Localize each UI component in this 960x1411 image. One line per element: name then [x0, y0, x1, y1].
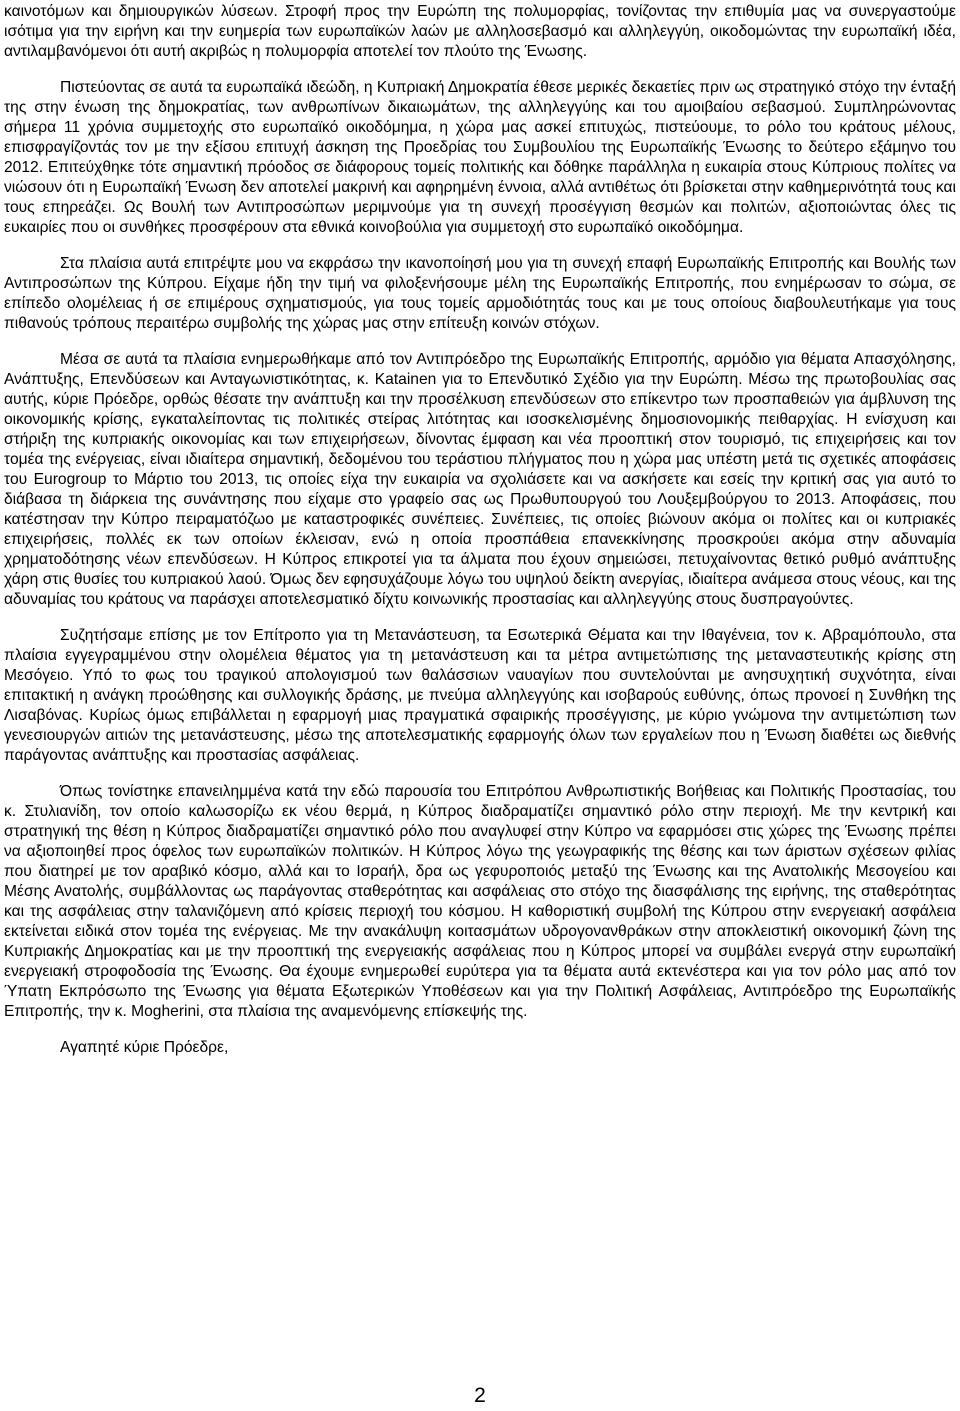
paragraph-intro: καινοτόμων και δημιουργικών λύσεων. Στροφή προς την Ευρώπη της πολυμορφίας, τονίζοντας την επιθυμία μας να συνεργαστούμε ισότιμα για την ειρήνη και την ευημερία των ευρωπαϊκών λαών με αλληλοσεβασμό και αλληλεγγύη, οικοδομώντας την ευρωπαϊκή ιδέα, αντιλαμβανόμενοι ότι αυτή ακριβώς η πολυμορφία αποτελεί τον πλούτο της Ένωσης.	[4, 3, 956, 60]
page-number: 2	[474, 1384, 486, 1407]
paragraph-humanitarian-energy: Όπως τονίστηκε επανειλημμένα κατά την εδώ παρουσία του Επιτρόπου Ανθρωπιστικής Βοήθειας και Πολιτικής Προστασίας, του κ. Στυλιανίδη, τον οποίο καλωσορίζω εκ νέου θερμά, η Κύπρος διαδραματίζει σημαντικό ρόλο στην περιοχή. Με την κεντρική και στρατηγική της θέση η Κύπρος διαδραματίζει σημαντικό ρόλο που αναγλυφεί στην Κύπρο να εφαρμόσει στις χώρες της Ένωσης πρέπει να αξιοποιηθεί προς όφελος των ευρωπαϊκών πολιτικών. Η Κύπρος λόγω της γεωγραφικής της θέσης και των άριστων σχέσεων φιλίας που διατηρεί με τον αραβικό κόσμο, αλλά και το Ισραήλ, δρα ως γεφυροποιός μεταξύ της Ένωσης και της Ανατολικής Μεσογείου και Μέσης Ανατολής, συμβάλλοντας ως παράγοντας σταθερότητας και ασφάλειας στο στόχο της διασφάλισης της ειρήνης, της σταθερότητας και της ασφάλειας στην ταλανιζόμενη από κρίσεις περιοχή του κόσμου. Η καθοριστική συμβολή της Κύπρου στην ενεργειακή ασφάλεια εκτείνεται ειδικά στον τομέα της ενέργειας. Με την ανακάλυψη κοιτασμάτων υδρογονανθράκων στην αποκλειστική οικονομική ζώνη της Κυπριακής Δημοκρατίας και με την προοπτική της ενεργειακής ασφάλειας που η Κύπρος μπορεί να συμβάλει ενεργά στην ευρωπαϊκή ενεργειακή στροφοδοσία της Ένωσης. Θα έχουμε ενημερωθεί ευρύτερα για τα θέματα αυτά εκτενέστερα και για τον ρόλο μας από τον Ύπατη Εκπρόσωπο της Ένωσης για θέματα Εξωτερικών Υποθέσεων και για την Πολιτική Ασφάλειας, Αντιπρόεδρο της Ευρωπαϊκής Επιτροπής, την κ. Mogherini, στα πλαίσια της αναμενόμενης επίσκεψής της.	[4, 783, 956, 1020]
salutation: Αγαπητέ κύριε Πρόεδρε,	[60, 1039, 229, 1056]
paragraph-european-ideals: Πιστεύοντας σε αυτά τα ευρωπαϊκά ιδεώδη, η Κυπριακή Δημοκρατία έθεσε μερικές δεκαετίες πριν ως στρατηγικό στόχο την ένταξή της στην ένωση της δημοκρατίας, των ανθρωπίνων δικαιωμάτων, της αλληλεγγύης και του αμοιβαίου σεβασμού. Συμπληρώνοντας σήμερα 11 χρόνια συμμετοχής στο ευρωπαϊκό οικοδόμημα, η χώρα μας ασκεί επιτυχώς, πιστεύουμε, το ρόλο του κράτους μέλους, επισφραγίζοντάς τον με την εξίσου επιτυχή άσκηση της Προεδρίας του Συμβουλίου της Ευρωπαϊκής Ένωσης το δεύτερο εξάμηνο του 2012. Επιτεύχθηκε τότε σημαντική πρόοδος σε διάφορους τομείς πολιτικής και δόθηκε παράλληλα η ευκαιρία στους Κύπριους πολίτες να νιώσουν ότι η Ευρωπαϊκή Ένωση δεν αποτελεί μακρινή και αφηρημένη έννοια, αλλά αντιθέτως ότι βρίσκεται στην καθημερινότητά τους και τους επηρεάζει. Ως Βουλή των Αντιπροσώπων μεριμνούμε για τη συνεχή προσέγγιση θεσμών και πολιτών, αξιοποιώντας όλες τις ευκαιρίες που οι συνθήκες προσφέρουν στα εθνικά κοινοβούλια για συμμετοχή στο ευρωπαϊκό οικοδόμημα.	[4, 79, 956, 236]
paragraph-commission-contact: Στα πλαίσια αυτά επιτρέψτε μου να εκφράσω την ικανοποίησή μου για τη συνεχή επαφή Ευρωπαϊκής Επιτροπής και Βουλής των Αντιπροσώπων της Κύπρου. Είχαμε ήδη την τιμή να φιλοξενήσουμε μέλη της Ευρωπαϊκής Επιτροπής, που ενημέρωσαν το σώμα, σε επίπεδο ολομέλειας ή σε επιμέρους σχηματισμούς, για τους τομείς αρμοδιότητάς τους και με τους οποίους διαβουλευτήκαμε για τους πιθανούς τρόπους περαιτέρω συμβολής της χώρας μας στην επίτευξη κοινών στόχων.	[4, 255, 956, 332]
paragraph-migration: Συζητήσαμε επίσης με τον Επίτροπο για τη Μετανάστευση, τα Εσωτερικά Θέματα και την Ιθαγένεια, τον κ. Αβραμόπουλο, στα πλαίσια εγγεγραμμένου στην ολομέλεια θέματος για τη μετανάστευση και τα μέτρα αντιμετώπισης της μεταναστευτικής κρίσης στη Μεσόγειο. Υπό το φως του τραγικού απολογισμού των θαλάσσιων ναυαγίων που συντελούνται με ανησυχητική συχνότητα, είναι επιτακτική η ανάγκη προώθησης και συλλογικής δράσης, με πνεύμα αλληλεγγύης και ισοβαρούς ευθύνης, όπως προνοεί η Συνθήκη της Λισαβόνας. Κυρίως όμως επιβάλλεται η εφαρμογή μιας πραγματικά σφαιρικής προσέγγισης, με κύριο γνώμονα την αντιμετώπιση των γενεσιουργών αιτιών της μετανάστευσης, μέσω της αποτελεσματικής εφαρμογής όλων των εργαλείων που η Ένωση διαθέτει ως διεθνής παράγοντας ανάπτυξης και προστασίας ασφάλειας.	[4, 627, 956, 764]
document-page	[4, 2, 956, 1074]
paragraph-investment-plan: Μέσα σε αυτά τα πλαίσια ενημερωθήκαμε από τον Αντιπρόεδρο της Ευρωπαϊκής Επιτροπής, αρμόδιο για θέματα Απασχόλησης, Ανάπτυξης, Επενδύσεων και Ανταγωνιστικότητας, κ. Katainen για το Επενδυτικό Σχέδιο για την Ευρώπη. Μέσω της πρωτοβουλίας σας αυτής, κύριε Πρόεδρε, ορθώς θέσατε την ανάπτυξη και την προσέλκυση επενδύσεων στο επίκεντρο των προσπαθειών για άμβλυνση της οικονομικής κρίσης, εγκαταλείποντας τις πολιτικές στείρας λιτότητας και ισοσκελισμένης δημοσιονομικής πειθαρχίας. Η ενίσχυση και στήριξη της κυπριακής οικονομίας και των επιχειρήσεων, δίνοντας έμφαση και νέα προοπτική στον τουρισμό, τις επιχειρήσεις και τον τομέα της ενέργειας, είναι ιδιαίτερα σημαντική, δεδομένου του τεράστιου πλήγματος που η χώρα μας υπέστη μετά τις σχετικές αποφάσεις του Eurogroup το Μάρτιο του 2013, τις οποίες είχα την ευκαιρία να σχολιάσετε και να ασκήσετε και εσείς την κριτική σας για αυτό το διάβασα τη διάρκεια της συνάντησης που είχαμε στο γραφείο σας ως Πρωθυπουργού του Λουξεμβούργου το 2013. Αποφάσεις, που κατέστησαν την Κύπρο πειραματόζωο με καταστροφικές συνέπειες. Συνέπειες, τις οποίες βιώνουν ακόμα οι πολίτες και οι κυπριακές επιχειρήσεις, πολλές εκ των οποίων έκλεισαν, ενώ η οποία προσπάθεια επανεκκίνησης προσκρούει ακόμα στην αδυναμία χρηματοδότησης νέων επενδύσεων. Η Κύπρος επικροτεί για τα άλματα που έχουν σημειώσει, πετυχαίνοντας θετικό ρυθμό ανάπτυξης χάρη στις θυσίες του κυπριακού λαού. Όμως δεν εφησυχάζουμε λόγω του υψηλού δείκτη ανεργίας, ιδιαίτερα ανάμεσα στους νέους, και της αδυναμίας του κράτους να παράσχει αποτελεσματικό δίχτυ κοινωνικής προστασίας και αλληλεγγύης στους δυσπραγούντες.	[4, 351, 956, 608]
